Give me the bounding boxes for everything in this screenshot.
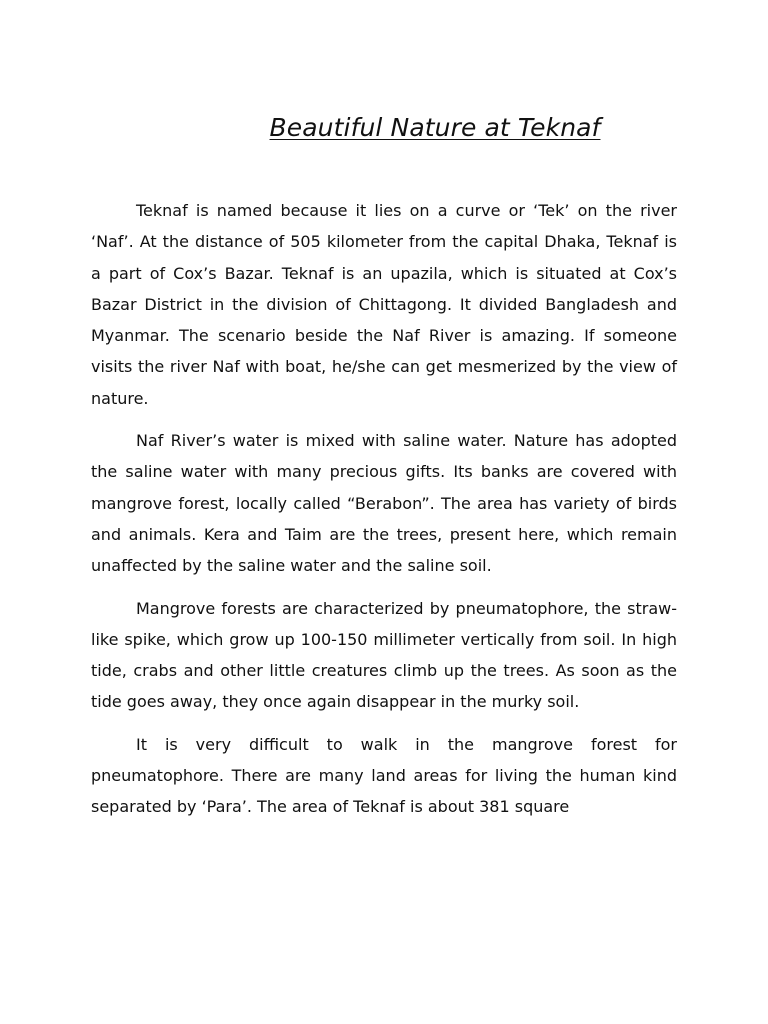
paragraph-2: Naf River’s water is mixed with saline water. Nature has adopted the saline water with many precious gifts. Its banks are covered with mangrove forest, locally called “Berabon”. The area has variety of birds and animals. Kera and Taim are the trees, present here, which remain unaffected by the saline water and the saline soil.: [91, 431, 677, 576]
paragraph-3: Mangrove forests are characterized by pneumatophore, the straw-like spike, which grow up 100-150 millimeter vertically from soil. In high tide, crabs and other little creatures climb up the trees. As soon as the tide goes away, they once again disappear in the murky soil.: [91, 598, 677, 712]
paragraph-1: Teknaf is named because it lies on a curve or ‘Tek’ on the river ‘Naf’. At the distance of 505 kilometer from the capital Dhaka, Teknaf is a part of Cox’s Bazar. Teknaf is an upazila, which is situated at Cox’s Bazar District in the division of Chittagong. It divided Bangladesh and Myanmar. The scenario beside the Naf River is amazing. If someone visits the river Naf with boat, he/she can get mesmerized by the view of nature.: [91, 201, 677, 408]
document-title: Beautiful Nature at Teknaf: [269, 113, 601, 142]
document-body: [91, 195, 677, 834]
paragraph-4: It is very difficult to walk in the mangrove forest for pneumatophore. There are many land areas for living the human kind separated by ‘Para’. The area of Teknaf is about 381 square: [91, 734, 677, 817]
